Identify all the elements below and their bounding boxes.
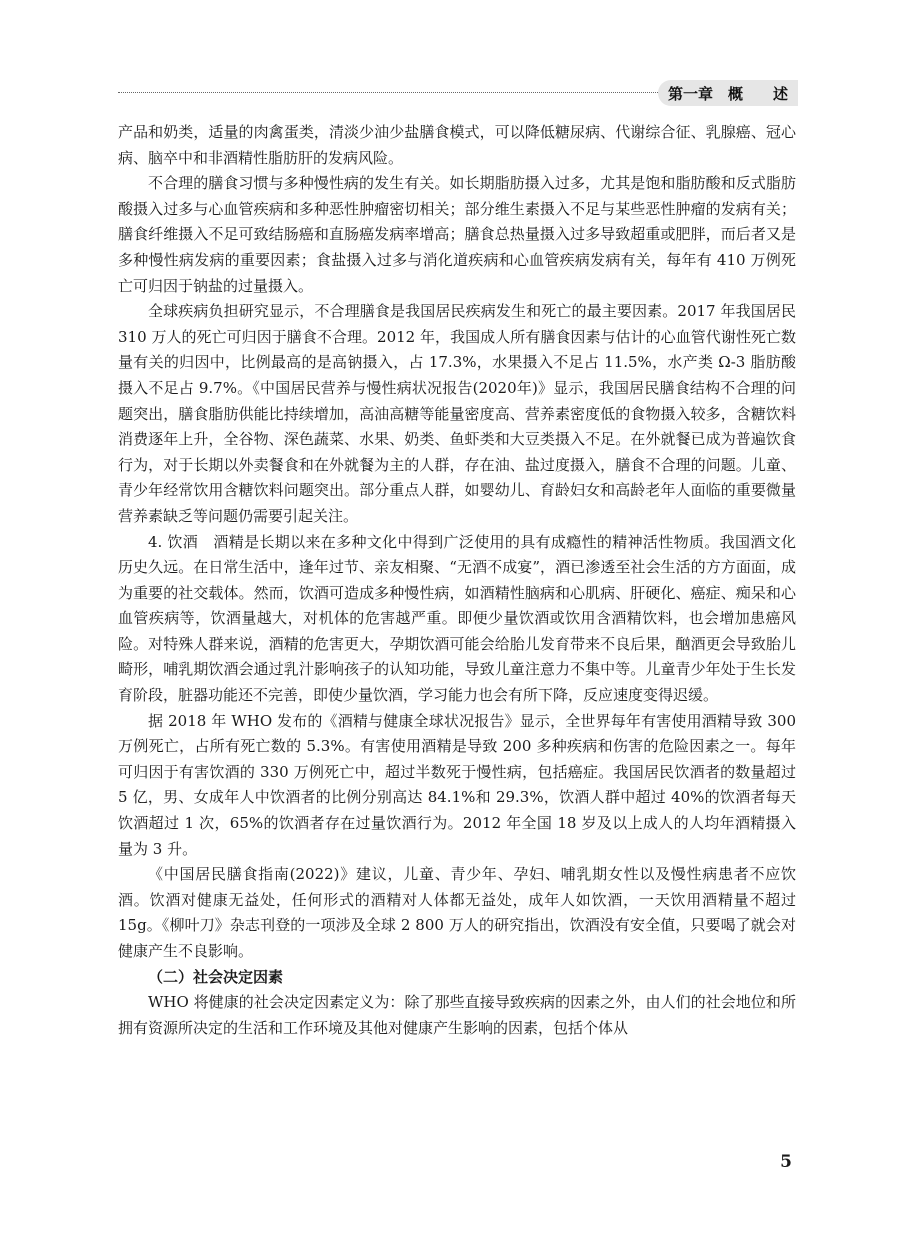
paragraph-social-determinants: WHO 将健康的社会决定因素定义为：除了那些直接导致疾病的因素之外，由人们的社会地位和所拥有资源所决定的生活和工作环境及其他对健康产生影响的因素，包括个体从	[118, 993, 796, 1037]
section-heading: （二）社会决定因素	[148, 967, 284, 986]
chapter-tab: 第一章 概 述	[658, 80, 798, 106]
running-header	[118, 80, 798, 106]
paragraph-disease-burden: 全球疾病负担研究显示，不合理膳食是我国居民疾病发生和死亡的最主要因素。2017 年我国居民 310 万人的死亡可归因于膳食不合理。2012 年，我国成人所有膳食因素与估计的心血管代谢性死亡数量有关的归因中，比例最高的是高钠摄入，占 17.3%，水果摄入不足占 11.5%，水产类 Ω-3 脂肪酸摄入不足占 9.7%。《中国居民营养与慢性病状况报告(2020年)》显示，我国居民膳食结构不合理的问题突出，膳食脂肪供能比持续增加，高油高糖等能量密度高、营养素密度低的食物摄入较多，含糖饮料消费逐年上升，全谷物、深色蔬菜、水果、奶类、鱼虾类和大豆类摄入不足。在外就餐已成为普遍饮食行为，对于长期以外卖餐食和在外就餐为主的人群，存在油、盐过度摄入，膳食不合理的问题。儿童、青少年经常饮用含糖饮料问题突出。部分重点人群，如婴幼儿、育龄妇女和高龄老年人面临的重要微量营养素缺乏等问题仍需要引起关注。	[118, 302, 796, 525]
paragraph-drinking: 4. 饮酒 酒精是长期以来在多种文化中得到广泛使用的具有成瘾性的精神活性物质。我国酒文化历史久远。在日常生活中，逢年过节、亲友相聚、“无酒不成宴”，酒已渗透至社会生活的方方面面，成为重要的社交载体。然而，饮酒可造成多种慢性病，如酒精性脑病和心肌病、肝硬化、癌症、痴呆和心血管疾病等，饮酒量越大，对机体的危害越严重。即便少量饮酒或饮用含酒精饮料，也会增加患癌风险。对特殊人群来说，酒精的危害更大，孕期饮酒可能会给胎儿发育带来不良后果，酗酒更会导致胎儿畸形，哺乳期饮酒会通过乳汁影响孩子的认知功能，导致儿童注意力不集中等。儿童青少年处于生长发育阶段，脏器功能还不完善，即使少量饮酒，学习能力也会有所下降，反应速度变得迟缓。	[118, 532, 796, 705]
paragraph-continuation: 产品和奶类，适量的肉禽蛋类，清淡少油少盐膳食模式，可以降低糖尿病、代谢综合征、乳腺癌、冠心病、脑卒中和非酒精性脂肪肝的发病风险。	[118, 123, 796, 167]
header-dotted-rule	[118, 92, 668, 93]
paragraph-who-report: 据 2018 年 WHO 发布的《酒精与健康全球状况报告》显示，全世界每年有害使用酒精导致 300 万例死亡，占所有死亡数的 5.3%。有害使用酒精是导致 200 多种疾病和伤害的危险因素之一。每年可归因于有害饮酒的 330 万例死亡中，超过半数死于慢性病，包括癌症。我国居民饮酒者的数量超过 5 亿，男、女成年人中饮酒者的比例分别高达 84.1%和 29.3%，饮酒人群中超过 40%的饮酒者每天饮酒超过 1 次，65%的饮酒者存在过量饮酒行为。2012 年全国 18 岁及以上成人的人均年酒精摄入量为 3 升。	[118, 711, 796, 858]
paragraph-dietary-guidelines: 《中国居民膳食指南(2022)》建议，儿童、青少年、孕妇、哺乳期女性以及慢性病患者不应饮酒。饮酒对健康无益处，任何形式的酒精对人体都无益处，成年人如饮酒，一天饮用酒精量不超过 15g。《柳叶刀》杂志刊登的一项涉及全球 2 800 万人的研究指出，饮酒没有安全值，只要喝了就会对健康产生不良影响。	[118, 865, 796, 960]
page-body	[118, 120, 796, 1041]
page-number: 5	[780, 1152, 792, 1172]
paragraph-diet-habits: 不合理的膳食习惯与多种慢性病的发生有关。如长期脂肪摄入过多，尤其是饱和脂肪酸和反式脂肪酸摄入过多与心血管疾病和多种恶性肿瘤密切相关；部分维生素摄入不足与某些恶性肿瘤的发病有关；膳食纤维摄入不足可致结肠癌和直肠癌发病率增高；膳食总热量摄入过多导致超重或肥胖，而后者又是多种慢性病发病的重要因素；食盐摄入过多与消化道疾病和心血管疾病发病有关，每年有 410 万例死亡可归因于钠盐的过量摄入。	[118, 174, 796, 295]
